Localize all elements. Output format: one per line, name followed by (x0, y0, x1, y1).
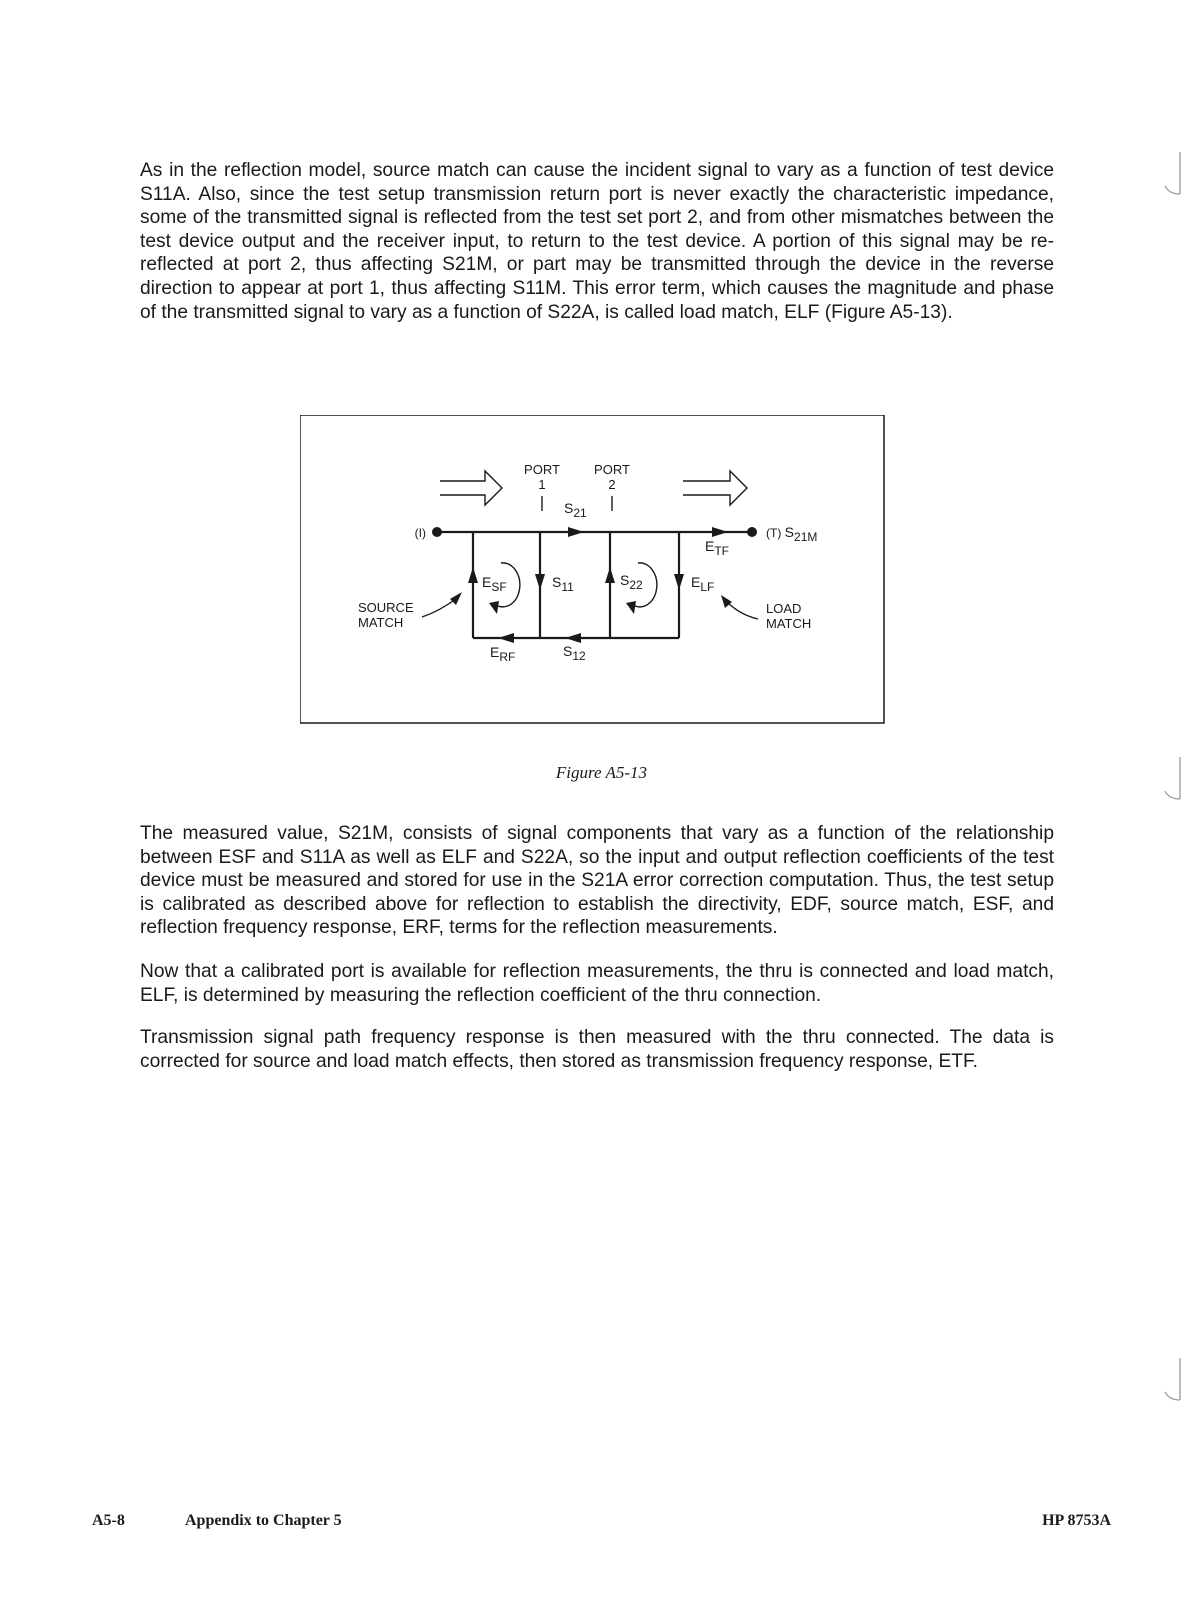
incident-label: (I) (414, 526, 426, 540)
load-match-pointer (726, 601, 758, 619)
etf-arrowhead (712, 527, 728, 537)
s11-label: S11 (552, 574, 574, 594)
esf-label: ESF (482, 574, 507, 594)
erf-arrowhead (498, 633, 514, 643)
paragraph-measured-value: The measured value, S21M, consists of signal components that vary as a function of the relationship between ESF and S11A as well as ELF and S22A, so the input and output reflection coefficients of the test device must be measured and stored for use in the S21A error correction computation. Thus, the test setup is calibrated as described above for reflection to establish the directivity, EDF, source match, ESF, and reflection frequency response, ERF, terms for the reflection measurements. (140, 823, 1054, 939)
esf-arrowhead (468, 567, 478, 583)
s21-arrowhead (568, 527, 584, 537)
s22-arrowhead (605, 567, 615, 583)
port2-label: PORT (594, 462, 630, 477)
erf-label: ERF (490, 644, 516, 664)
port1-number: 1 (538, 477, 546, 492)
port2-number: 2 (608, 477, 616, 492)
s21-label: S21 (564, 500, 587, 520)
binder-hole-mark (1161, 150, 1187, 200)
paragraph-calibrated-port: Now that a calibrated port is available for reflection measurements, the thru is connected and load match, ELF, is determined by measuring the reflection coefficient of the thru connection. (140, 961, 1054, 1006)
incident-direction-arrow (440, 471, 502, 505)
figure-caption: Figure A5-13 (555, 763, 648, 782)
page-number: A5-8 (92, 1512, 125, 1529)
port1-label: PORT (524, 462, 560, 477)
elf-label: ELF (691, 574, 715, 594)
load-match-label: LOAD MATCH (766, 601, 812, 631)
source-match-pointer-head (450, 592, 462, 605)
s22-label: S22 (620, 572, 643, 592)
binder-hole-mark (1161, 1356, 1187, 1406)
chapter-title: Appendix to Chapter 5 (185, 1512, 342, 1529)
load-match-pointer-head (721, 595, 732, 608)
source-match-pointer (422, 598, 457, 617)
s12-arrowhead (565, 633, 581, 643)
transmitted-node (747, 527, 757, 537)
paragraph-source-match: As in the reflection model, source match can cause the incident signal to vary as a function of test device S11A. Also, since the test setup transmission return port is never exactly the characteristic impedance, some of the transmitted signal is reflected from the test set port 2, and from other mismatches between the test device output and the receiver input, to return to the test device. A portion of this signal may be re-reflected at port 2, thus affecting S21M, or part may be transmitted through the device in the reverse direction to appear at port 1, thus affecting S11M. This error term, which causes the magnitude and phase of the transmitted signal to vary as a function of S22A, is called load match, ELF (Figure A5-13). (140, 160, 1054, 323)
s11-arrowhead (535, 574, 545, 590)
source-match-label: SOURCE MATCH (358, 600, 414, 630)
transmitted-label: (T) S21M (766, 524, 818, 544)
signal-flow-diagram (300, 415, 900, 733)
model-name: HP 8753A (1042, 1512, 1111, 1529)
s12-label: S12 (563, 643, 586, 663)
paragraph-frequency-response: Transmission signal path frequency response is then measured with the thru connected. The data is corrected for source and load match effects, then stored as transmission frequency response, ETF. (140, 1027, 1054, 1072)
binder-hole-mark (1161, 755, 1187, 805)
figure-frame (300, 415, 884, 723)
incident-node (432, 527, 442, 537)
transmitted-direction-arrow (683, 471, 747, 505)
elf-arrowhead (674, 574, 684, 590)
etf-label: ETF (705, 538, 730, 558)
